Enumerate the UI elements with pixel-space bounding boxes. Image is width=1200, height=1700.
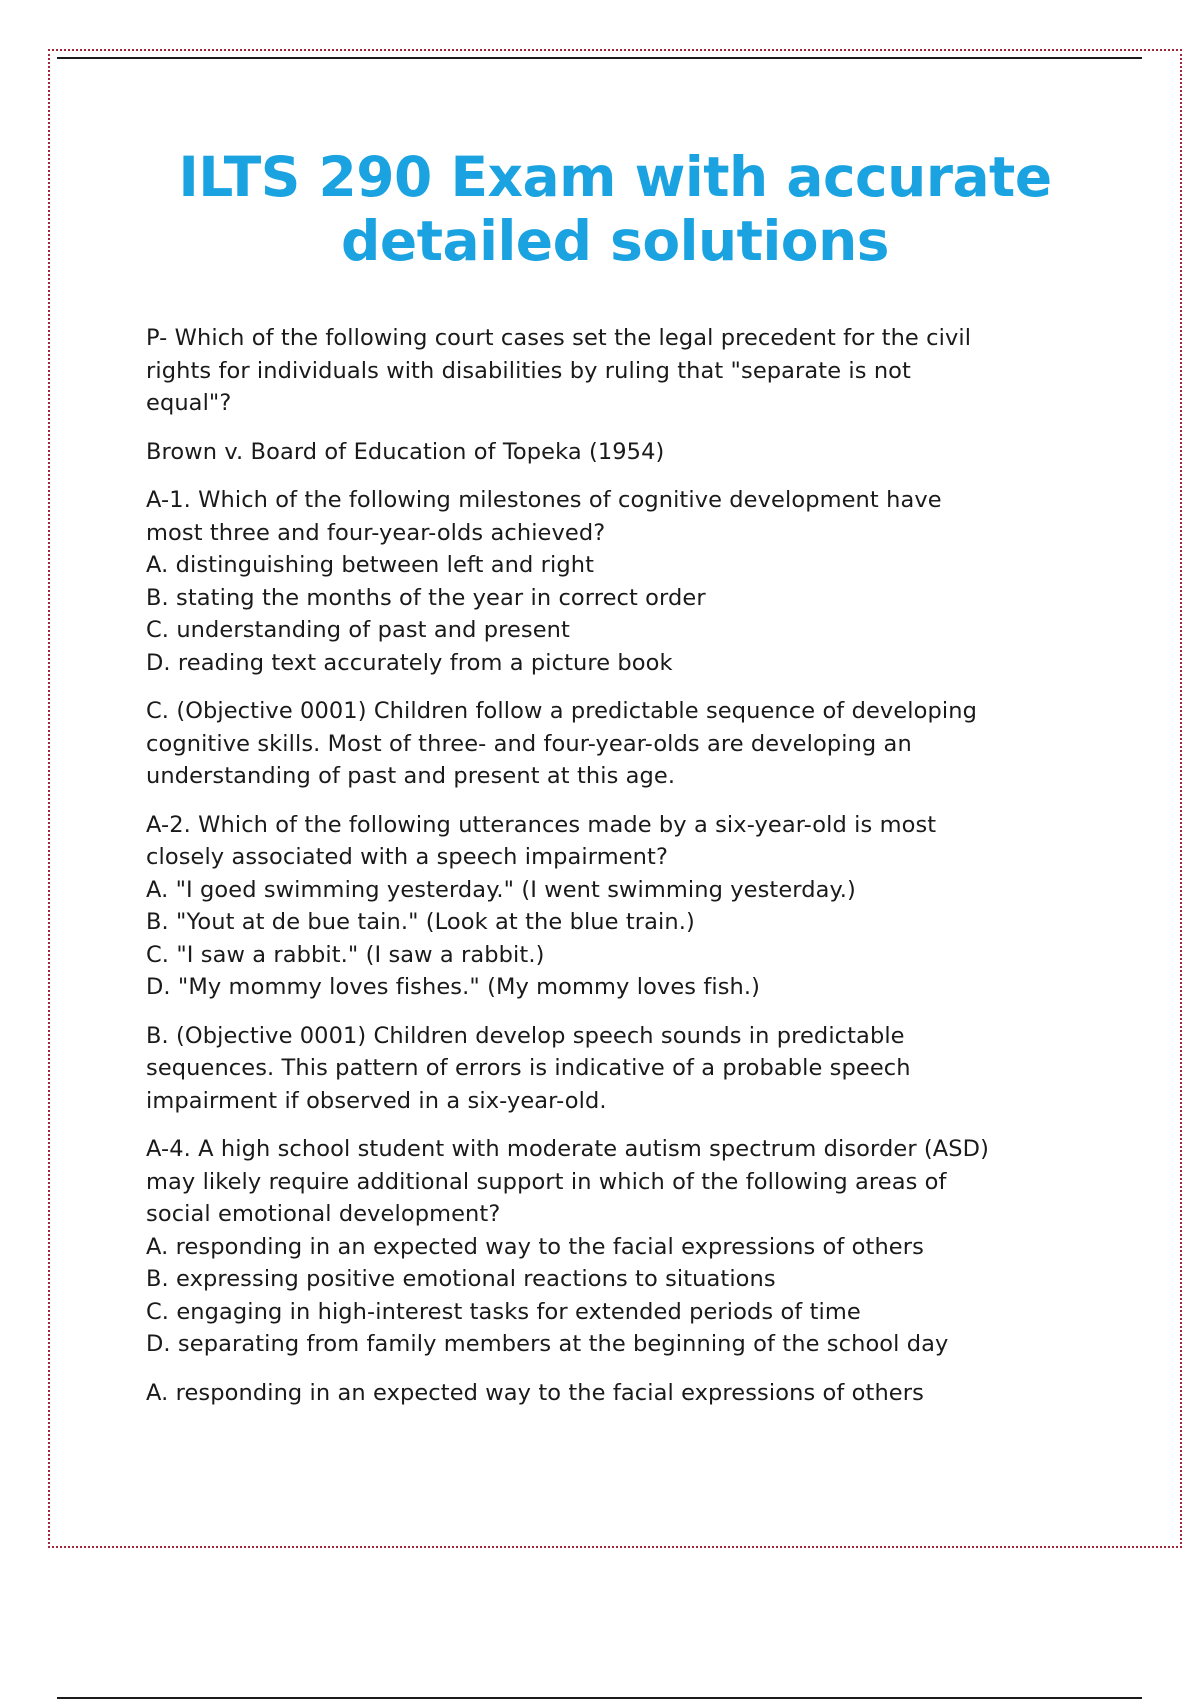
option-line: B. stating the months of the year in correct order: [146, 584, 706, 611]
option-line: A. "I goed swimming yesterday." (I went swimming yesterday.): [146, 876, 856, 903]
text-line: social emotional development?: [146, 1201, 501, 1227]
text-line: A-4. A high school student with moderate autism spectrum disorder (ASD): [146, 1136, 989, 1162]
question-block: [146, 809, 1096, 1004]
answer-block: [146, 436, 1096, 469]
option-line: C. understanding of past and present: [146, 617, 570, 643]
option-line: B. expressing positive emotional reactions to situations: [146, 1266, 776, 1292]
text-line: equal"?: [146, 390, 232, 416]
text-line: cognitive skills. Most of three- and four-year-olds are developing an: [146, 730, 912, 757]
footer-rule: [57, 1697, 1142, 1699]
option-line: A. responding in an expected way to the facial expressions of others: [146, 1233, 924, 1260]
text-line: understanding of past and present at this age.: [146, 763, 676, 789]
document-title: [100, 145, 1130, 273]
text-line: B. (Objective 0001) Children develop speech sounds in predictable: [146, 1022, 905, 1049]
text-line: closely associated with a speech impairment?: [146, 844, 669, 870]
text-line: A-2. Which of the following utterances made by a six-year-old is most: [146, 811, 937, 838]
option-line: A. distinguishing between left and right: [146, 552, 595, 578]
question-block: [146, 1133, 1096, 1361]
text-line: most three and four-year-olds achieved?: [146, 519, 606, 546]
option-line: B. "Yout at de bue tain." (Look at the blue train.): [146, 909, 695, 935]
document-body: [146, 322, 1096, 1425]
option-line: C. engaging in high-interest tasks for extended periods of time: [146, 1298, 861, 1325]
option-line: C. "I saw a rabbit." (I saw a rabbit.): [146, 941, 545, 968]
text-line: P- Which of the following court cases set the legal precedent for the civil: [146, 325, 972, 351]
title-line: detailed solutions: [341, 209, 889, 273]
question-block: [146, 322, 1096, 420]
question-block: [146, 484, 1096, 679]
option-line: D. reading text accurately from a picture book: [146, 649, 673, 676]
text-line: may likely require additional support in which of the following areas of: [146, 1168, 947, 1195]
header-rule: [57, 57, 1142, 59]
answer-block: [146, 1377, 1096, 1410]
text-line: A. responding in an expected way to the facial expressions of others: [146, 1379, 924, 1406]
option-line: D. "My mommy loves fishes." (My mommy loves fish.): [146, 974, 761, 1000]
answer-block: [146, 1020, 1096, 1118]
text-line: C. (Objective 0001) Children follow a predictable sequence of developing: [146, 698, 977, 724]
option-line: D. separating from family members at the beginning of the school day: [146, 1331, 949, 1357]
text-line: A-1. Which of the following milestones of cognitive development have: [146, 487, 942, 513]
text-line: Brown v. Board of Education of Topeka (1954): [146, 438, 665, 465]
title-line: ILTS 290 Exam with accurate: [178, 145, 1052, 209]
text-line: sequences. This pattern of errors is indicative of a probable speech: [146, 1055, 911, 1081]
answer-block: [146, 695, 1096, 793]
text-line: rights for individuals with disabilities by ruling that "separate is not: [146, 357, 911, 384]
text-line: impairment if observed in a six-year-old.: [146, 1087, 607, 1114]
